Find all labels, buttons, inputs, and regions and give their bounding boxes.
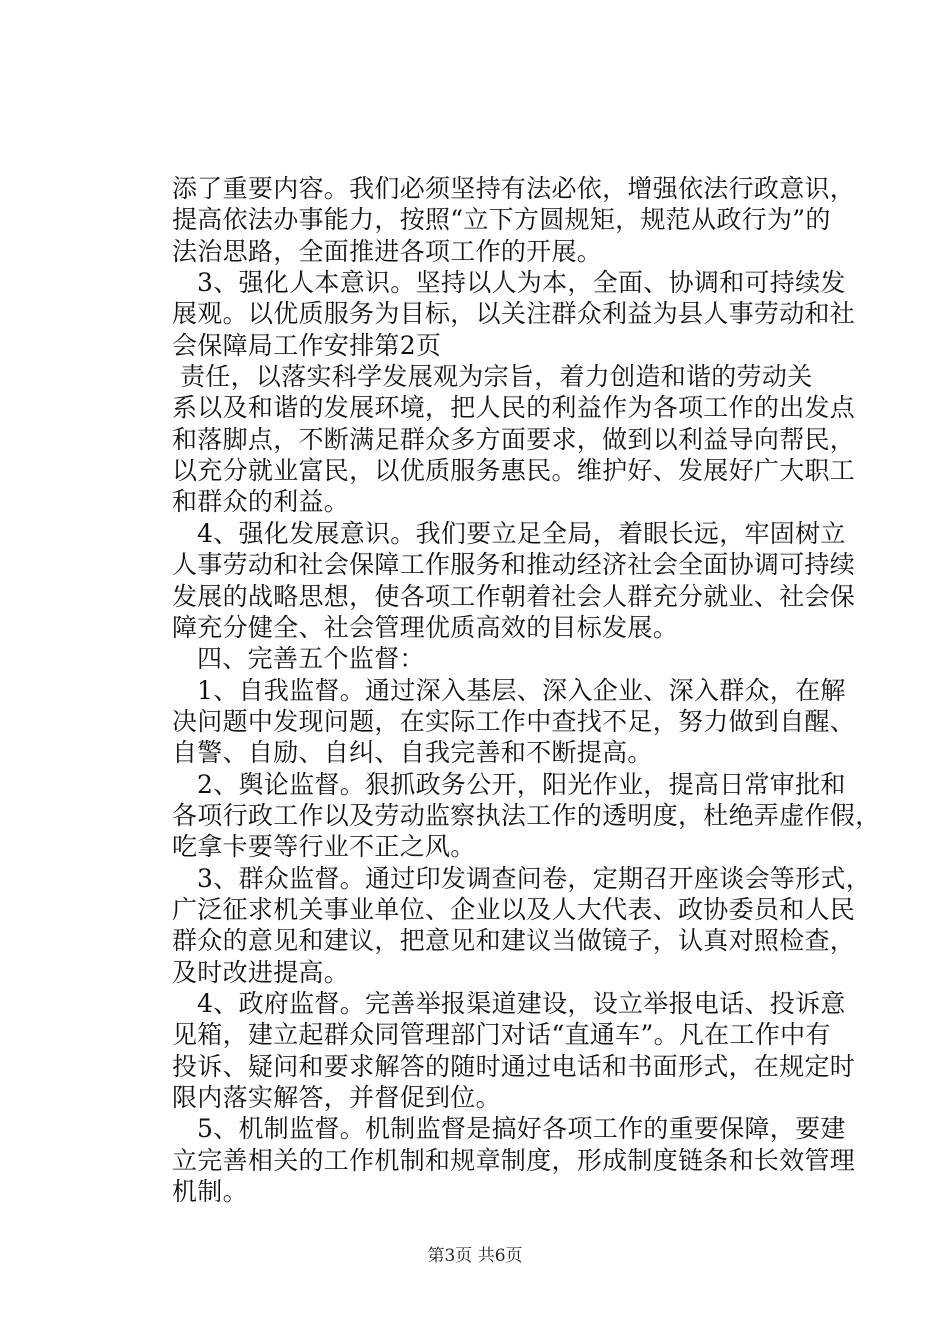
text-line: 广泛征求机关事业单位、企业以及人大代表、政协委员和人民 xyxy=(172,894,856,924)
text-line: 及时改进提高。 xyxy=(172,957,350,987)
text-line: 立完善相关的工作机制和规章制度，形成制度链条和长效管理 xyxy=(172,1145,856,1175)
text-line: 2、舆论监督。狠抓政务公开，阳光作业，提高日常审批和 xyxy=(197,769,846,799)
text-line: 4、政府监督。完善举报渠道建设，设立举报电话、投诉意 xyxy=(197,988,846,1018)
text-line: 决问题中发现问题，在实际工作中查找不足，努力做到自醒、 xyxy=(172,706,856,736)
text-line: 吃拿卡要等行业不正之风。 xyxy=(172,832,476,862)
text-line: 3、群众监督。通过印发调查问卷，定期召开座谈会等形式， xyxy=(197,863,872,893)
text-line: 和落脚点，不断满足群众多方面要求，做到以利益导向帮民， xyxy=(172,424,856,454)
text-line: 投诉、疑问和要求解答的随时通过电话和书面形式，在规定时 xyxy=(172,1051,856,1081)
text-line: 添了重要内容。我们必须坚持有法必依，增强依法行政意识， xyxy=(172,174,856,203)
text-line: 3、强化人本意识。坚持以人为本，全面、协调和可持续发 xyxy=(197,268,846,297)
text-line: 4、强化发展意识。我们要立足全局，着眼长远，牢固树立 xyxy=(197,518,846,548)
section-heading: 四、完善五个监督： xyxy=(197,644,425,674)
text-line: 5、机制监督。机制监督是搞好各项工作的重要保障，要建 xyxy=(197,1114,846,1144)
text-line: 以充分就业富民，以优质服务惠民。维护好、发展好广大职工 xyxy=(172,456,856,486)
text-line: 法治思路，全面推进各项工作的开展。 xyxy=(172,236,603,266)
text-line: 自警、自励、自纠、自我完善和不断提高。 xyxy=(172,738,653,768)
text-line: 系以及和谐的发展环境，把人民的利益作为各项工作的出发点 xyxy=(172,393,856,423)
text-line: 会保障局工作安排第2页 xyxy=(172,330,442,360)
text-line: 发展的战略思想，使各项工作朝着社会人群充分就业、社会保 xyxy=(172,581,856,611)
text-line: 人事劳动和社会保障工作服务和推动经济社会全面协调可持续 xyxy=(172,550,856,580)
page-footer: 第3页 共6页 xyxy=(427,1246,523,1266)
text-line: 提高依法办事能力，按照“立下方圆规矩，规范从政行为”的 xyxy=(172,205,831,235)
text-line: 群众的意见和建议，把意见和建议当做镜子，认真对照检查， xyxy=(172,926,856,956)
text-line: 各项行政工作以及劳动监察执法工作的透明度，杜绝弄虚作假， xyxy=(172,800,881,830)
text-line: 1、自我监督。通过深入基层、深入企业、深入群众，在解 xyxy=(197,675,846,705)
text-line: 限内落实解答，并督促到位。 xyxy=(172,1083,501,1112)
text-line: 障充分健全、社会管理优质高效的目标发展。 xyxy=(172,612,679,642)
text-line: 和群众的利益。 xyxy=(172,487,350,517)
text-line: 见箱，建立起群众同管理部门对话“直通车”。凡在工作中有 xyxy=(172,1020,831,1050)
text-line: 展观。以优质服务为目标，以关注群众利益为县人事劳动和社 xyxy=(172,299,856,329)
text-line: 机制。 xyxy=(172,1177,248,1206)
text-line: 责任，以落实科学发展观为宗旨，着力创造和谐的劳动关 xyxy=(180,362,813,392)
